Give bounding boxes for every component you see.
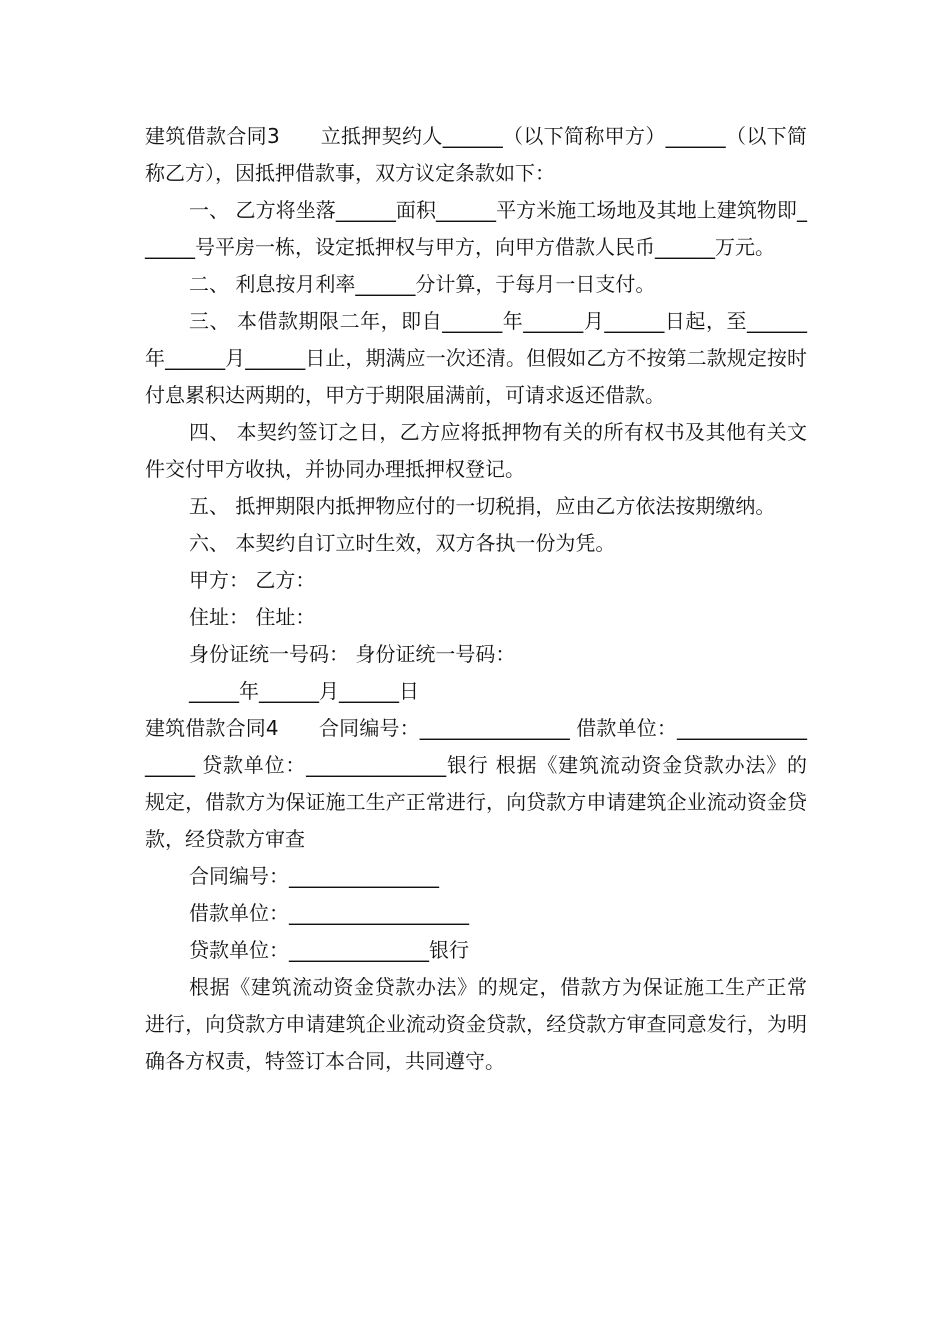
signature-address: 住址： 住址： [189,605,316,629]
contract-number-line: 合同编号：_______________ [189,864,439,888]
paragraph-contract-4-intro: 建筑借款合同4 合同编号：_______________ 借款单位：__________________ 贷款单位：______________银行 根据《建筑流动资金贷款办法》的规定，借款方为保证施工生产正常进行，向贷款方申请建筑企业流动资金贷款，经贷款方审查 [145,716,807,851]
clause-3: 三、 本借款期限二年，即自______年______月______日起，至______年______月______日止，期满应一次还清。但假如乙方不按第二款规定按时付息累积达两期的，甲方于期限届满前，可请求返还借款。 [145,309,807,407]
lender-line: 贷款单位：______________银行 [189,938,469,962]
clause-2: 二、 利息按月利率______分计算，于每月一日支付。 [189,272,656,296]
signature-id-number: 身份证统一号码： 身份证统一号码： [189,642,516,666]
clause-5: 五、 抵押期限内抵押物应付的一切税捐，应由乙方依法按期缴纳。 [189,494,776,518]
clause-1: 一、 乙方将坐落______面积______平方米施工场地及其地上建筑物即______号平房一栋，设定抵押权与甲方，向甲方借款人民币______万元。 [145,198,807,259]
signature-parties: 甲方： 乙方： [189,568,316,592]
paragraph-contract-3-intro: 建筑借款合同3 立抵押契约人______（以下简称甲方）______（以下简称乙方），因抵押借款事，双方议定条款如下： [145,124,807,185]
borrower-line: 借款单位：__________________ [189,901,469,925]
clause-4: 四、 本契约签订之日，乙方应将抵押物有关的所有权书及其他有关文件交付甲方收执，并协同办理抵押权登记。 [145,420,807,481]
signature-date: _____年______月______日 [189,679,419,703]
contract-4-preamble: 根据《建筑流动资金贷款办法》的规定，借款方为保证施工生产正常进行，向贷款方申请建筑企业流动资金贷款，经贷款方审查同意发行，为明确各方权责，特签订本合同，共同遵守。 [145,975,807,1073]
document-body [145,118,807,1080]
clause-6: 六、 本契约自订立时生效，双方各执一份为凭。 [189,531,616,555]
